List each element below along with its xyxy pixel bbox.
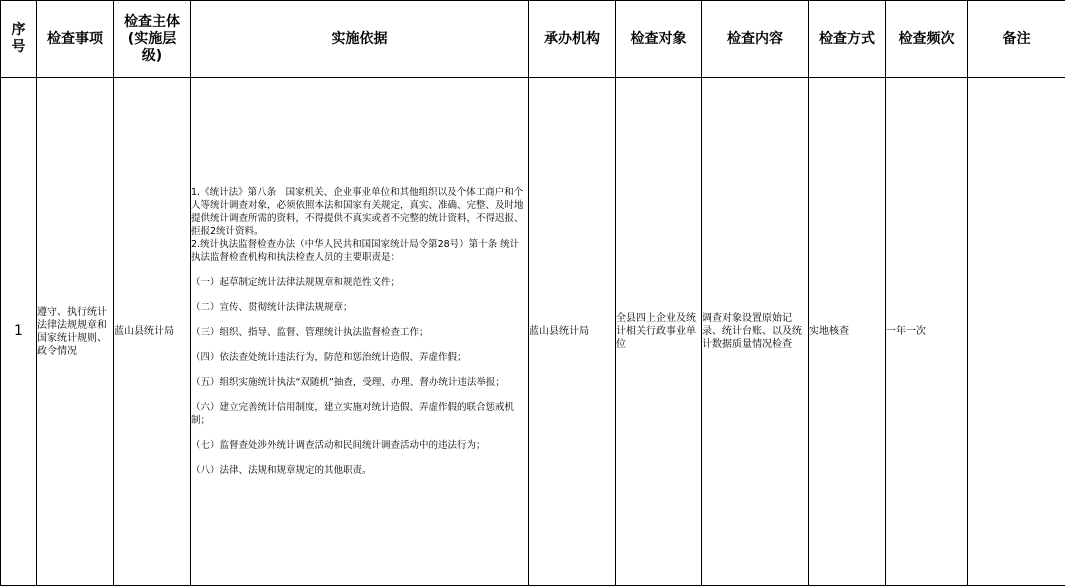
header-row xyxy=(1,1,1065,78)
header-target: 检查对象 xyxy=(616,1,702,78)
basis-paragraph: （四）依法查处统计违法行为，防范和惩治统计造假、弄虚作假； xyxy=(191,352,467,363)
row-basis xyxy=(191,78,529,586)
row-content: 调查对象设置原始记录、统计台账、以及统计数据质量情况检查 xyxy=(702,78,809,586)
header-method: 检查方式 xyxy=(809,1,886,78)
header-frequency: 检查频次 xyxy=(886,1,968,78)
row-agency: 蓝山县统计局 xyxy=(529,78,616,586)
basis-paragraph: （六）建立完善统计信用制度，建立实施对统计造假、弄虚作假的联合惩戒机制； xyxy=(191,402,515,426)
row-method: 实地核查 xyxy=(809,78,886,586)
row-frequency: 一年一次 xyxy=(886,78,968,586)
header-no: 序号 xyxy=(1,1,37,78)
row-target: 全县四上企业及统计相关行政事业单位 xyxy=(616,78,702,586)
basis-paragraph: （三）组织、指导、监督、管理统计执法监督检查工作； xyxy=(191,327,429,338)
basis-paragraph: （八）法律、法规和规章规定的其他职责。 xyxy=(191,465,372,476)
row-remark xyxy=(968,78,1065,586)
row-no: 1 xyxy=(1,78,37,586)
basis-paragraph: 1.《统计法》第八条 国家机关、企业事业单位和其他组织以及个体工商户和个人等统计调查对象，必须依照本法和国家有关规定，真实、准确、完整、及时地提供统计调查所需的资料，不得提供不真实或者不完整的统计资料，不得迟报、拒报2统计资料。 xyxy=(191,187,524,237)
row-subject: 蓝山县统计局 xyxy=(114,78,191,586)
basis-paragraph: 2.统计执法监督检查办法（中华人民共和国国家统计局令第28号）第十条 统计执法监督检查机构和执法检查人员的主要职责是： xyxy=(191,239,520,263)
basis-paragraph: （五）组织实施统计执法“双随机”抽查，受理、办理、督办统计违法举报； xyxy=(191,377,505,388)
basis-paragraph: （七）监督查处涉外统计调查活动和民间统计调查活动中的违法行为； xyxy=(191,440,486,451)
basis-paragraph: （一）起草制定统计法律法规规章和规范性文件； xyxy=(191,277,401,288)
header-content: 检查内容 xyxy=(702,1,809,78)
basis-paragraph: （二）宣传、贯彻统计法律法规规章； xyxy=(191,302,353,313)
header-agency: 承办机构 xyxy=(529,1,616,78)
header-basis: 实施依据 xyxy=(191,1,529,78)
row-item: 遵守、执行统计法律法规规章和国家统计规则、政令情况 xyxy=(37,78,114,586)
header-item: 检查事项 xyxy=(37,1,114,78)
table-row xyxy=(1,78,1065,586)
header-remark: 备注 xyxy=(968,1,1065,78)
header-subject: 检查主体(实施层级) xyxy=(114,1,191,78)
